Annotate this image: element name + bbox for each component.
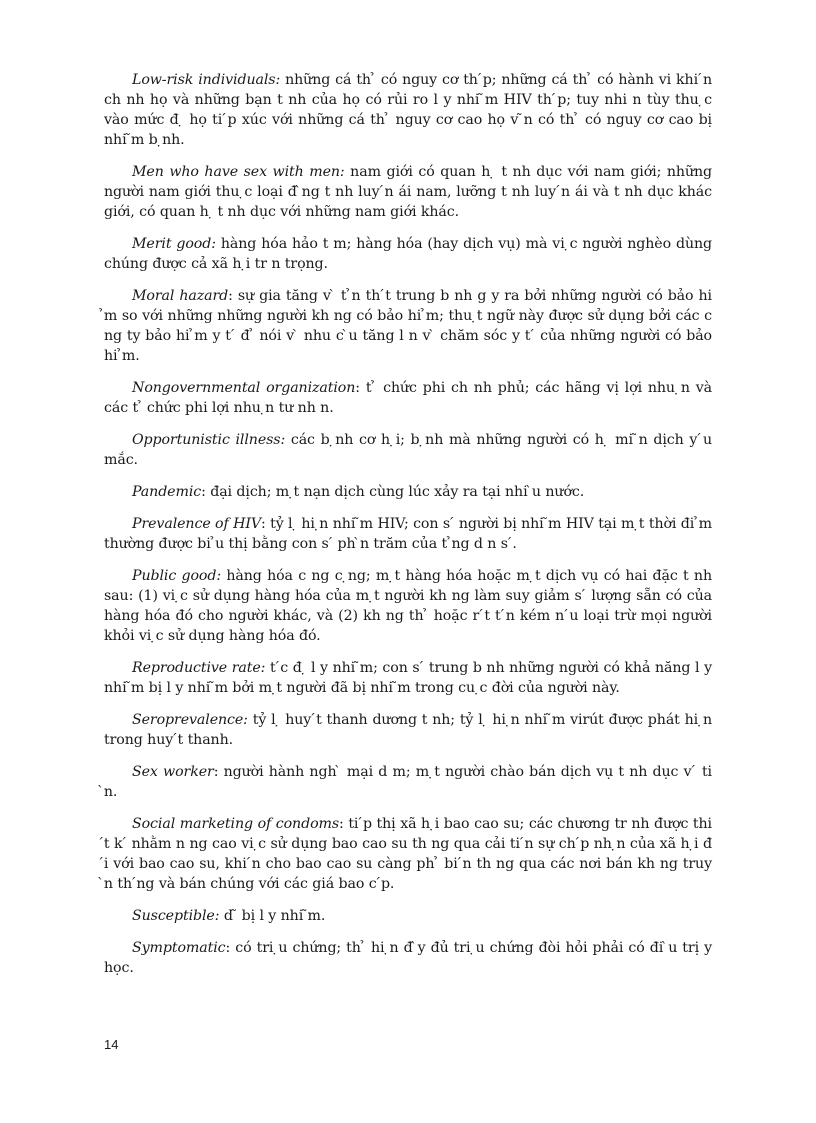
glossary-entry-reproductive-rate <box>104 658 712 698</box>
glossary-term: Social marketing of condoms <box>132 816 340 832</box>
glossary-definition: : có tri ̣u chứng; th ̉ hi ̣n đ ̀y đủ tri ̣u chứng đòi hỏi phải có đi ̀u trị y học. <box>104 940 712 976</box>
glossary-definition: t ́c đ ̣ l y nhi ̃m; con s ́ trung b nh những người có khả năng l y nhi ̃m bị l y nhi ̃m bởi m ̣t người đã bị nhi ̃m trong cu ̣c đời của người này. <box>104 660 712 696</box>
glossary-definition: các b ̣nh cơ h ̣i; b ̣nh mà những người có h ̣ mi ̃n dịch y ́u mắc. <box>104 432 712 468</box>
glossary-entry-sex-worker <box>104 762 712 802</box>
glossary-term: Moral hazard <box>132 288 229 304</box>
glossary-term: Opportunistic illness: <box>132 432 286 448</box>
page-number: 14 <box>104 1037 119 1052</box>
glossary-entry-seroprevalence <box>104 710 712 750</box>
glossary-term: Sex worker <box>132 764 214 780</box>
glossary-definition: : tỷ l ̣ hi ̣n nhi ̃m HIV; con s ́ người bị nhi ̃m HIV tại m ̣t thời đi ̉m thường được bi ̉u thị bằng con s ́ ph ̀n trăm của t ̉ng d n s ́. <box>104 516 712 552</box>
glossary-entry-merit-good <box>104 234 712 274</box>
glossary-term: Pandemic <box>132 484 202 500</box>
glossary-definition: : người hành ngh ̀ mại d m; m ̣t người chào bán dịch vụ t nh dục v ́ ti ̀n. <box>104 764 712 800</box>
glossary-term: Nongovernmental organization <box>132 380 356 396</box>
glossary-entry-pandemic <box>104 482 712 502</box>
glossary-definition: d ̃ bị l y nhi ̃m. <box>219 908 326 924</box>
glossary-entry-susceptible <box>104 906 712 926</box>
glossary-definition: hàng hóa hảo t m; hàng hóa (hay dịch vụ) mà vi ̣c người nghèo dùng chúng được cả xã h ̣i tr n trọng. <box>104 236 712 272</box>
glossary-entry-symptomatic <box>104 938 712 978</box>
glossary-entry-ngo <box>104 378 712 418</box>
glossary-definition: nam giới có quan h ̣ t nh dục với nam giới; những người nam giới thu ̣c loại đ ̀ng t nh luy ́n ái nam, lưỡng t nh luy ́n ái và t nh dục khác giới, có quan h ̣ t nh dục với những nam giới khác. <box>104 164 712 220</box>
glossary-entry-low-risk <box>104 70 712 150</box>
glossary-definition: những cá th ̉ có nguy cơ th ́p; những cá th ̉ có hành vi khi ́n ch nh họ và những bạn t nh của họ có rủi ro l y nhi ̃m HIV th ́p; tuy nhi n tùy thu ̣c vào mức đ ̣ họ ti ́p xúc với những cá th ̉ nguy cơ cao họ v ̃n có th ̉ có nguy cơ cao bị nhi ̃m b ̣nh. <box>104 72 712 148</box>
glossary-definition: : đại dịch; m ̣t nạn dịch cùng lúc xảy ra tại nhi ̀u nước. <box>201 484 585 500</box>
glossary-entry-moral-hazard <box>104 286 712 366</box>
glossary-term: Reproductive rate: <box>132 660 266 676</box>
glossary-entry-public-good <box>104 566 712 646</box>
glossary-definition: : ti ́p thị xã h ̣i bao cao su; các chương tr nh được thi ́t k ́ nhằm n ng cao vi ̣c sử dụng bao cao su th ng qua cải ti ́n sự ch ́p nh ̣n của xã h ̣i đ ́i với bao cao su, khi ́n cho bao cao su càng ph ̉ bi ́n th ng qua các nơi bán kh ng truy ̀n th ́ng và bán chúng với các giá bao c ́p. <box>104 816 712 892</box>
glossary-term: Seroprevalence: <box>132 712 248 728</box>
glossary-definition: : sự gia tăng v ̀ t ̉n th ́t trung b nh g y ra bởi những người có bảo hi ̉m so với những những người kh ng có bảo hi ̉m; thu ̣t ngữ này được sử dụng bởi các c ng ty bảo hi ̉m y t ́ đ ̉ nói v ̀ nhu c ̀u tăng l n v ̀ chăm sóc y t ́ của những người có bảo hi ̉m. <box>104 288 712 364</box>
glossary-term: Prevalence of HIV <box>132 516 261 532</box>
glossary-term: Susceptible: <box>132 908 220 924</box>
glossary-entry-msm <box>104 162 712 222</box>
glossary-page <box>104 70 712 990</box>
glossary-term: Merit good: <box>132 236 216 252</box>
glossary-entry-social-marketing <box>104 814 712 894</box>
glossary-entry-prevalence-hiv <box>104 514 712 554</box>
glossary-term: Public good: <box>132 568 222 584</box>
glossary-entry-opportunistic-illness <box>104 430 712 470</box>
glossary-definition: tỷ l ̣ huy ́t thanh dương t nh; tỷ l ̣ hi ̣n nhi ̃m virút được phát hi ̣n trong huy ́t thanh. <box>104 712 712 748</box>
glossary-term: Low-risk individuals: <box>132 72 281 88</box>
glossary-term: Symptomatic <box>132 940 226 956</box>
glossary-definition: : t ̉ chức phi ch nh phủ; các hãng vị lợi nhu ̣n và các t ̉ chức phi lợi nhu ̣n tư nh n. <box>104 380 712 416</box>
glossary-term: Men who have sex with men: <box>132 164 345 180</box>
glossary-definition: hàng hóa c ng c ̣ng; m ̣t hàng hóa hoặc m ̣t dịch vụ có hai đặc t nh sau: (1) vi ̣c sử dụng hàng hóa của m ̣t người kh ng làm suy giảm s ́ lượng sẵn có của hàng hóa đó cho người khác, và (2) kh ng th ̉ hoặc r ́t t ́n kém n ́u loại trừ mọi người khỏi vi ̣c sử dụng hàng hóa đó. <box>104 568 712 644</box>
